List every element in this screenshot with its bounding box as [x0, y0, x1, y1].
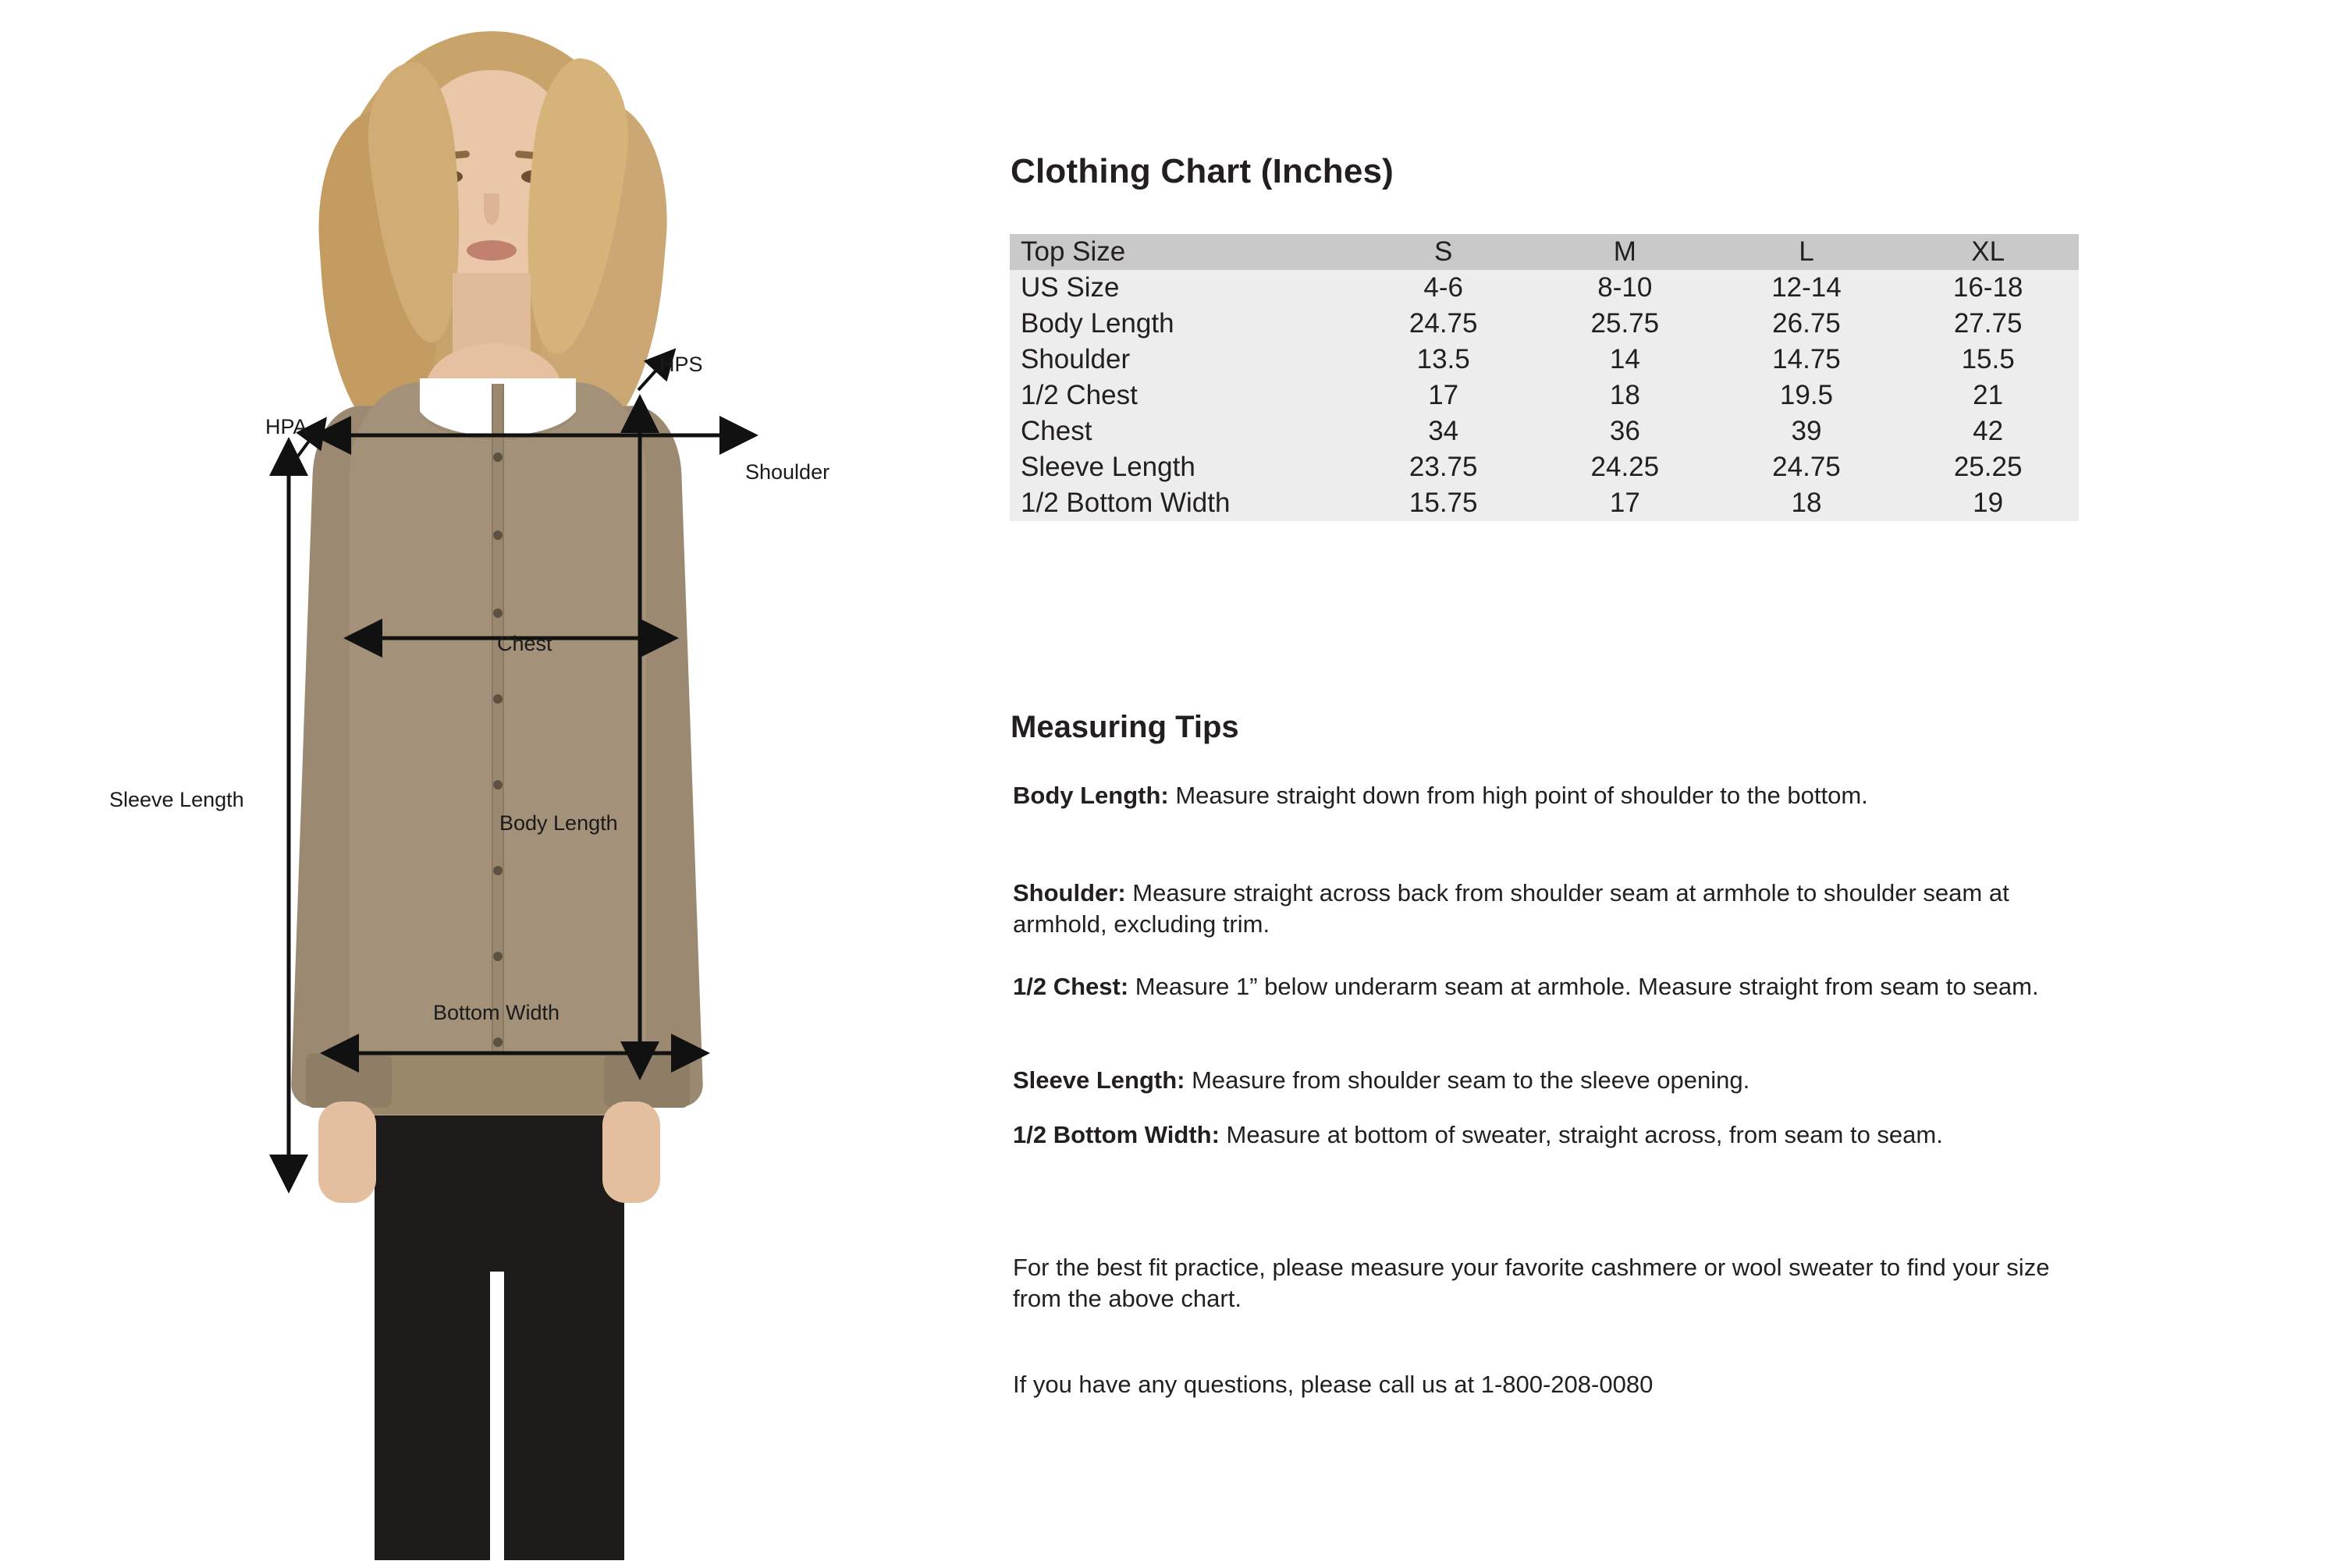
content-panel — [991, 0, 2341, 1560]
cell-s: 13.5 — [1416, 344, 1470, 374]
cell-s: 17 — [1428, 380, 1459, 410]
row-label: US Size — [1021, 272, 1120, 303]
tip-text: Measure straight down from high point of shoulder to the bottom. — [1168, 782, 1868, 809]
cell-s: 15.75 — [1409, 488, 1478, 518]
size-chart-header — [1010, 234, 2079, 270]
cell-m: 36 — [1609, 416, 1640, 446]
tip-shoulder — [1013, 878, 2059, 939]
cell-l: 14.75 — [1772, 344, 1841, 374]
row-label: Shoulder — [1021, 344, 1131, 374]
cell-m: 17 — [1609, 488, 1640, 518]
tip-text: Measure at bottom of sweater, straight across, from seam to seam. — [1219, 1121, 1943, 1148]
cell-s: 4-6 — [1423, 272, 1463, 303]
label-chest: Chest — [497, 632, 552, 655]
tip-text: Measure 1” below underarm seam at armhole. Measure straight from seam to seam. — [1128, 973, 2039, 1000]
row-label: 1/2 Bottom Width — [1021, 488, 1231, 518]
column-header-m: M — [1613, 236, 1636, 267]
cell-m: 24.25 — [1590, 452, 1660, 482]
cell-s: 23.75 — [1409, 452, 1478, 482]
cell-xl: 19 — [1973, 488, 2004, 518]
label-bottom-width: Bottom Width — [433, 1001, 560, 1024]
label-hps: HPS — [659, 353, 703, 376]
column-header-xl: XL — [1971, 236, 2005, 267]
cell-l: 26.75 — [1772, 308, 1841, 339]
label-hpa: HPA — [265, 415, 307, 438]
row-label: Sleeve Length — [1021, 452, 1195, 482]
table-row — [1010, 485, 2079, 521]
table-row — [1010, 270, 2079, 306]
label-sleeve-length: Sleeve Length — [109, 788, 244, 811]
cell-xl: 21 — [1973, 380, 2004, 410]
column-header-s: S — [1434, 236, 1453, 267]
cell-s: 24.75 — [1409, 308, 1478, 339]
cell-m: 25.75 — [1590, 308, 1660, 339]
cell-l: 12-14 — [1771, 272, 1842, 303]
cell-l: 18 — [1791, 488, 1822, 518]
cell-m: 8-10 — [1597, 272, 1653, 303]
tip-term: 1/2 Chest: — [1013, 973, 1129, 1000]
size-chart-table — [1010, 234, 2079, 521]
cell-l: 24.75 — [1772, 452, 1841, 482]
tip-term: Body Length: — [1013, 782, 1169, 809]
row-label: Chest — [1021, 416, 1092, 446]
cell-m: 14 — [1609, 344, 1640, 374]
fit-practice-note: For the best fit practice, please measure your favorite cashmere or wool sweater to find your size from the above chart. — [1013, 1254, 2050, 1312]
measurement-arrows — [0, 0, 991, 1560]
column-header-l: L — [1799, 236, 1814, 267]
cell-m: 18 — [1609, 380, 1640, 410]
garment-illustration-panel — [0, 0, 991, 1560]
label-shoulder: Shoulder — [745, 460, 830, 484]
table-row — [1010, 413, 2079, 449]
cell-xl: 27.75 — [1953, 308, 2023, 339]
cell-xl: 42 — [1973, 416, 2004, 446]
table-header-row — [1010, 234, 2079, 270]
tip-text: Measure straight across back from shoulder seam at armhole to shoulder seam at armhold, excluding trim. — [1013, 879, 2009, 938]
tip-term: Sleeve Length: — [1013, 1066, 1185, 1094]
tip-body-length — [1013, 780, 2059, 811]
cell-s: 34 — [1428, 416, 1459, 446]
cell-xl: 25.25 — [1953, 452, 2023, 482]
cell-l: 39 — [1791, 416, 1822, 446]
row-label: Body Length — [1021, 308, 1174, 339]
label-body-length: Body Length — [499, 811, 618, 835]
tip-sleeve-length — [1013, 1065, 2059, 1096]
table-row — [1010, 378, 2079, 413]
row-label: 1/2 Chest — [1021, 380, 1138, 410]
contact-note: If you have any questions, please call us at 1-800-208-0080 — [1013, 1371, 1654, 1398]
tip-term: Shoulder: — [1013, 879, 1126, 906]
cell-l: 19.5 — [1779, 380, 1834, 410]
size-chart-body — [1010, 270, 2079, 521]
tip-term: 1/2 Bottom Width: — [1013, 1121, 1220, 1148]
tip-half-chest — [1013, 971, 2059, 1002]
table-row — [1010, 306, 2079, 342]
page-title: Clothing Chart (Inches) — [1011, 152, 1394, 190]
cell-xl: 15.5 — [1961, 344, 2015, 374]
tip-half-bottom-width — [1013, 1119, 2059, 1151]
measuring-tips-title: Measuring Tips — [1011, 710, 1239, 744]
tip-text: Measure from shoulder seam to the sleeve opening. — [1185, 1066, 1750, 1094]
cell-xl: 16-18 — [1952, 272, 2023, 303]
column-header-top-size: Top Size — [1021, 236, 1126, 267]
table-row — [1010, 342, 2079, 378]
table-row — [1010, 449, 2079, 485]
